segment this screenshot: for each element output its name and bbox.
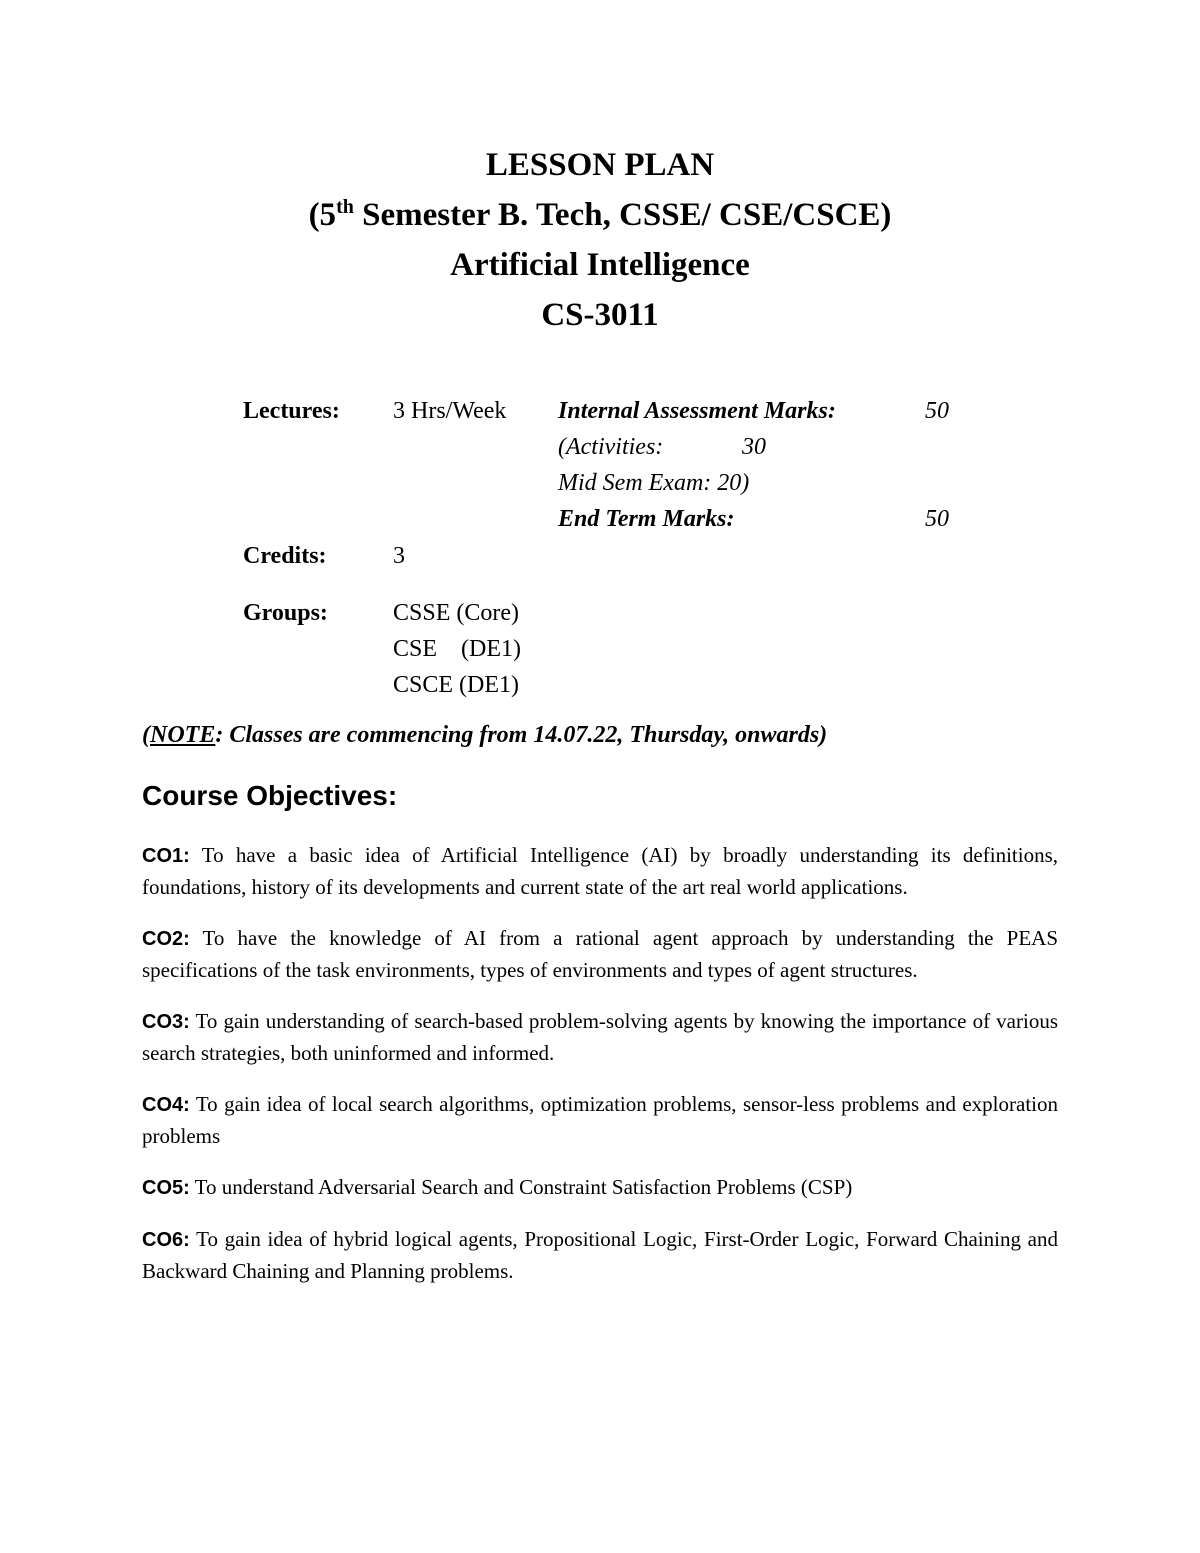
end-term-label: End Term Marks: — [558, 506, 735, 532]
objective-tag: CO6: — [142, 1229, 190, 1251]
course-code: CS-3011 — [541, 297, 659, 333]
credits-label: Credits: — [243, 543, 327, 569]
objective-tag: CO2: — [142, 928, 190, 950]
objective-tag: CO5: — [142, 1177, 190, 1199]
objective-text: To gain understanding of search-based problem-solving agents by knowing the importance of various search strategies, both uninformed and informed. — [142, 1009, 1058, 1065]
lectures-label: Lectures: — [243, 398, 340, 424]
lectures-value: 3 Hrs/Week — [393, 398, 507, 424]
objective-text: To gain idea of local search algorithms, optimization problems, sensor-less problems and exploration problems — [142, 1092, 1058, 1148]
course-objectives-heading: Course Objectives: — [142, 780, 398, 811]
groups-label: Groups: — [243, 600, 328, 626]
objective-text: To have the knowledge of AI from a rational agent approach by understanding the PEAS specifications of the task environments, types of environments and types of agent structures. — [142, 926, 1058, 982]
internal-assessment-label: Internal Assessment Marks: — [558, 398, 836, 424]
note-text: : Classes are commencing from 14.07.22, Thursday, onwards) — [215, 722, 828, 748]
title-block — [0, 140, 1200, 340]
objective-text: To have a basic idea of Artificial Intelligence (AI) by broadly understanding its definitions, foundations, history of its developments and current state of the art real world applications. — [142, 843, 1058, 899]
objective-co5 — [142, 1172, 1058, 1204]
document-title: LESSON PLAN — [485, 147, 715, 183]
course-objectives-list — [142, 840, 1058, 1307]
objective-text: To gain idea of hybrid logical agents, Propositional Logic, First-Order Logic, Forward Chaining and Backward Chaining and Planning problems. — [142, 1227, 1058, 1283]
midsem-label: Mid Sem Exam: 20) — [558, 470, 750, 496]
semester-open: (5 — [308, 197, 337, 233]
note-line — [142, 722, 827, 749]
objective-co3 — [142, 1006, 1058, 1069]
activities-value: 30 — [742, 434, 766, 460]
end-term-value: 50 — [925, 506, 949, 532]
semester-line — [0, 190, 1200, 240]
course-name: Artificial Intelligence — [450, 247, 750, 283]
internal-assessment-value: 50 — [925, 398, 949, 424]
group-item: CSCE (DE1) — [393, 672, 519, 698]
objective-co6 — [142, 1224, 1058, 1287]
objective-text: To understand Adversarial Search and Constraint Satisfaction Problems (CSP) — [189, 1175, 853, 1199]
note-keyword: NOTE — [150, 722, 216, 748]
objective-co4 — [142, 1089, 1058, 1152]
objective-tag: CO4: — [142, 1094, 190, 1116]
credits-value: 3 — [393, 543, 405, 569]
objective-tag: CO1: — [142, 845, 190, 867]
semester-rest: Semester B. Tech, CSSE/ CSE/CSCE) — [353, 197, 892, 233]
objective-co2 — [142, 923, 1058, 986]
group-item: CSSE (Core) — [393, 600, 519, 626]
semester-superscript: th — [336, 196, 354, 218]
group-item: CSE (DE1) — [393, 636, 521, 662]
objective-tag: CO3: — [142, 1011, 190, 1033]
note-open: ( — [142, 722, 150, 748]
activities-label: (Activities: — [558, 434, 664, 460]
objective-co1 — [142, 840, 1058, 903]
